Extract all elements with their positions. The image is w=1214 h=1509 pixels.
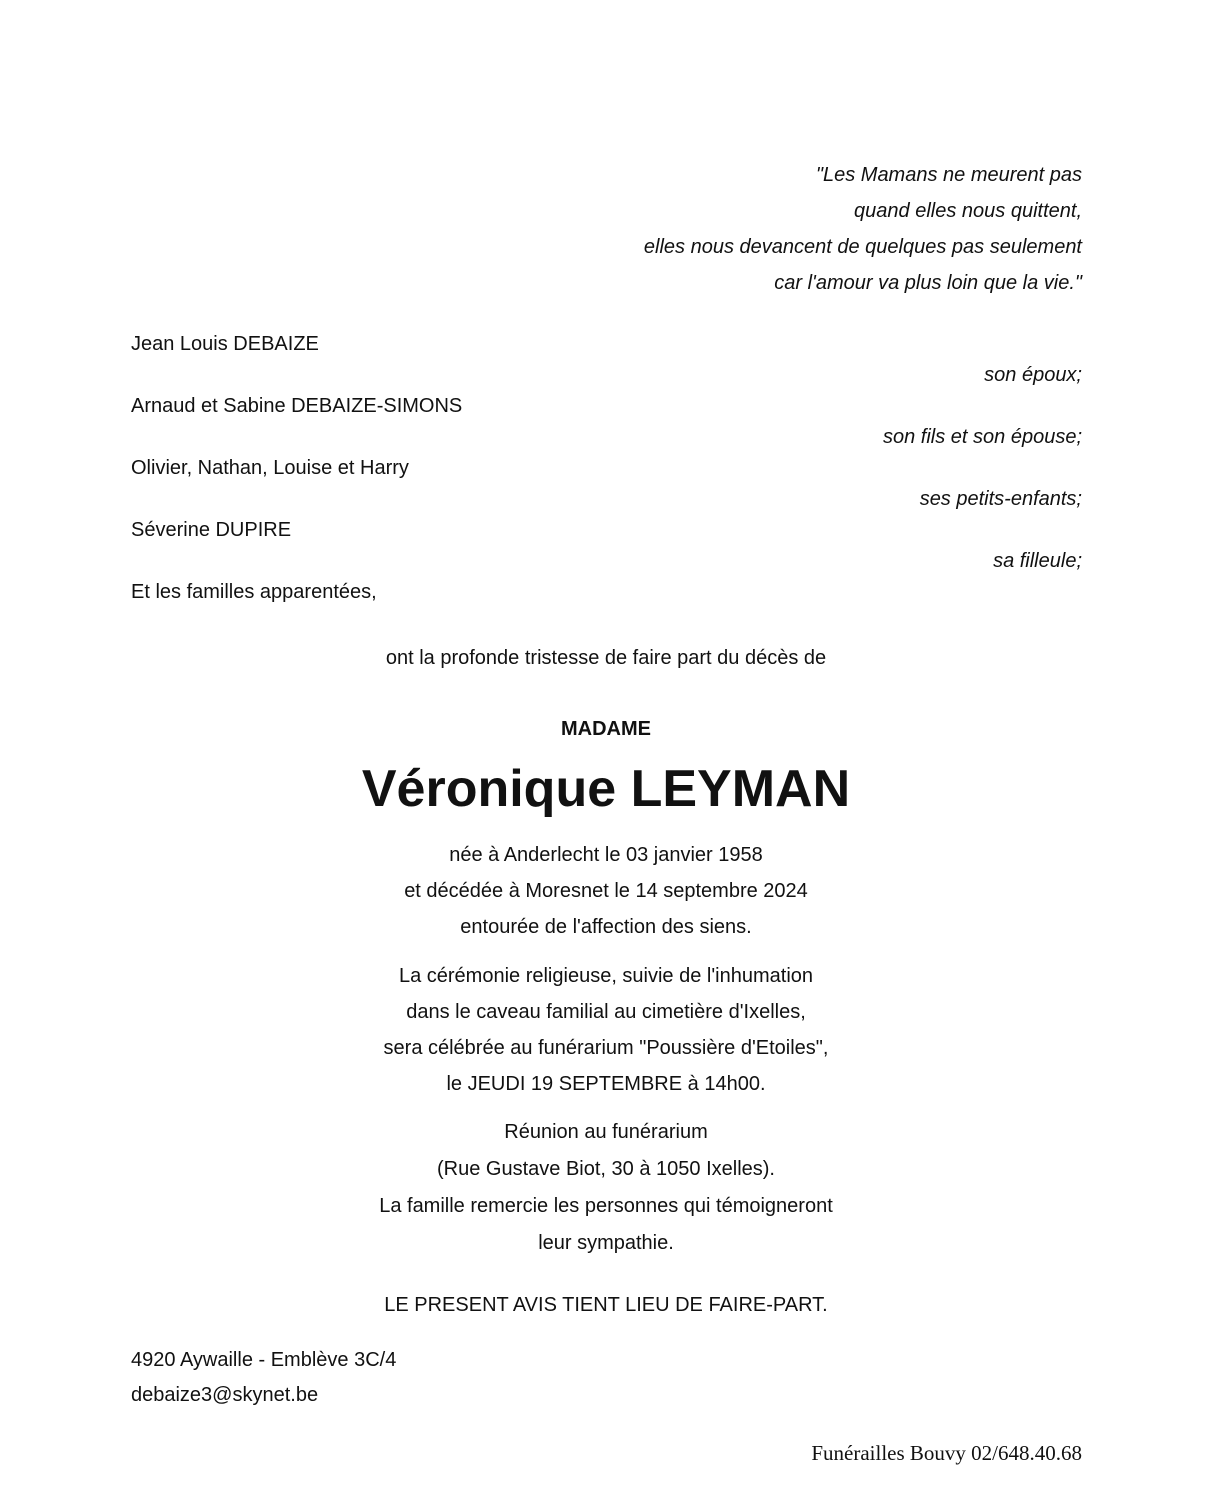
ceremony-line: dans le caveau familial au cimetière d'Ixelles, xyxy=(406,1001,806,1023)
announcement: ont la profonde tristesse de faire part du décès de xyxy=(385,647,827,669)
family-member-role: sa filleule; xyxy=(993,550,1082,572)
ceremony-line: sera célébrée au funérarium "Poussière d'Etoiles", xyxy=(383,1037,829,1059)
notice: LE PRESENT AVIS TIENT LIEU DE FAIRE-PART. xyxy=(384,1294,828,1316)
quote-line: car l'amour va plus loin que la vie." xyxy=(774,272,1082,294)
families-line: Et les familles apparentées, xyxy=(131,581,377,603)
title: MADAME xyxy=(561,718,651,740)
family-member-role: son fils et son épouse; xyxy=(882,426,1082,448)
deceased-name: Véronique LEYMAN xyxy=(361,760,851,818)
ceremony-line: La cérémonie religieuse, suivie de l'inhumation xyxy=(398,965,814,987)
meeting-line: leur sympathie. xyxy=(538,1232,674,1254)
email: debaize3@skynet.be xyxy=(131,1384,319,1406)
address: 4920 Aywaille - Emblève 3C/4 xyxy=(131,1349,397,1371)
family-member-role: son époux; xyxy=(984,364,1082,386)
life-line: née à Anderlecht le 03 janvier 1958 xyxy=(449,844,763,866)
family-member-name: Jean Louis DEBAIZE xyxy=(131,333,319,355)
meeting-line: Réunion au funérarium xyxy=(504,1121,708,1143)
quote-line: elles nous devancent de quelques pas seulement xyxy=(643,236,1082,258)
funeral-home-footer: Funérailles Bouvy 02/648.40.68 xyxy=(811,1441,1082,1465)
life-line: et décédée à Moresnet le 14 septembre 2024 xyxy=(404,880,808,902)
family-member-name: Séverine DUPIRE xyxy=(131,519,292,541)
meeting-line: La famille remercie les personnes qui témoigneront xyxy=(379,1195,833,1217)
family-member-role: ses petits-enfants; xyxy=(919,488,1082,510)
ceremony-line: le JEUDI 19 SEPTEMBRE à 14h00. xyxy=(446,1073,766,1095)
quote-line: "Les Mamans ne meurent pas xyxy=(815,164,1082,186)
family-member-name: Arnaud et Sabine DEBAIZE-SIMONS xyxy=(131,395,463,417)
life-line: entourée de l'affection des siens. xyxy=(460,916,752,938)
meeting-line: (Rue Gustave Biot, 30 à 1050 Ixelles). xyxy=(437,1158,775,1180)
family-member-name: Olivier, Nathan, Louise et Harry xyxy=(131,457,409,479)
quote-line: quand elles nous quittent, xyxy=(854,200,1082,222)
